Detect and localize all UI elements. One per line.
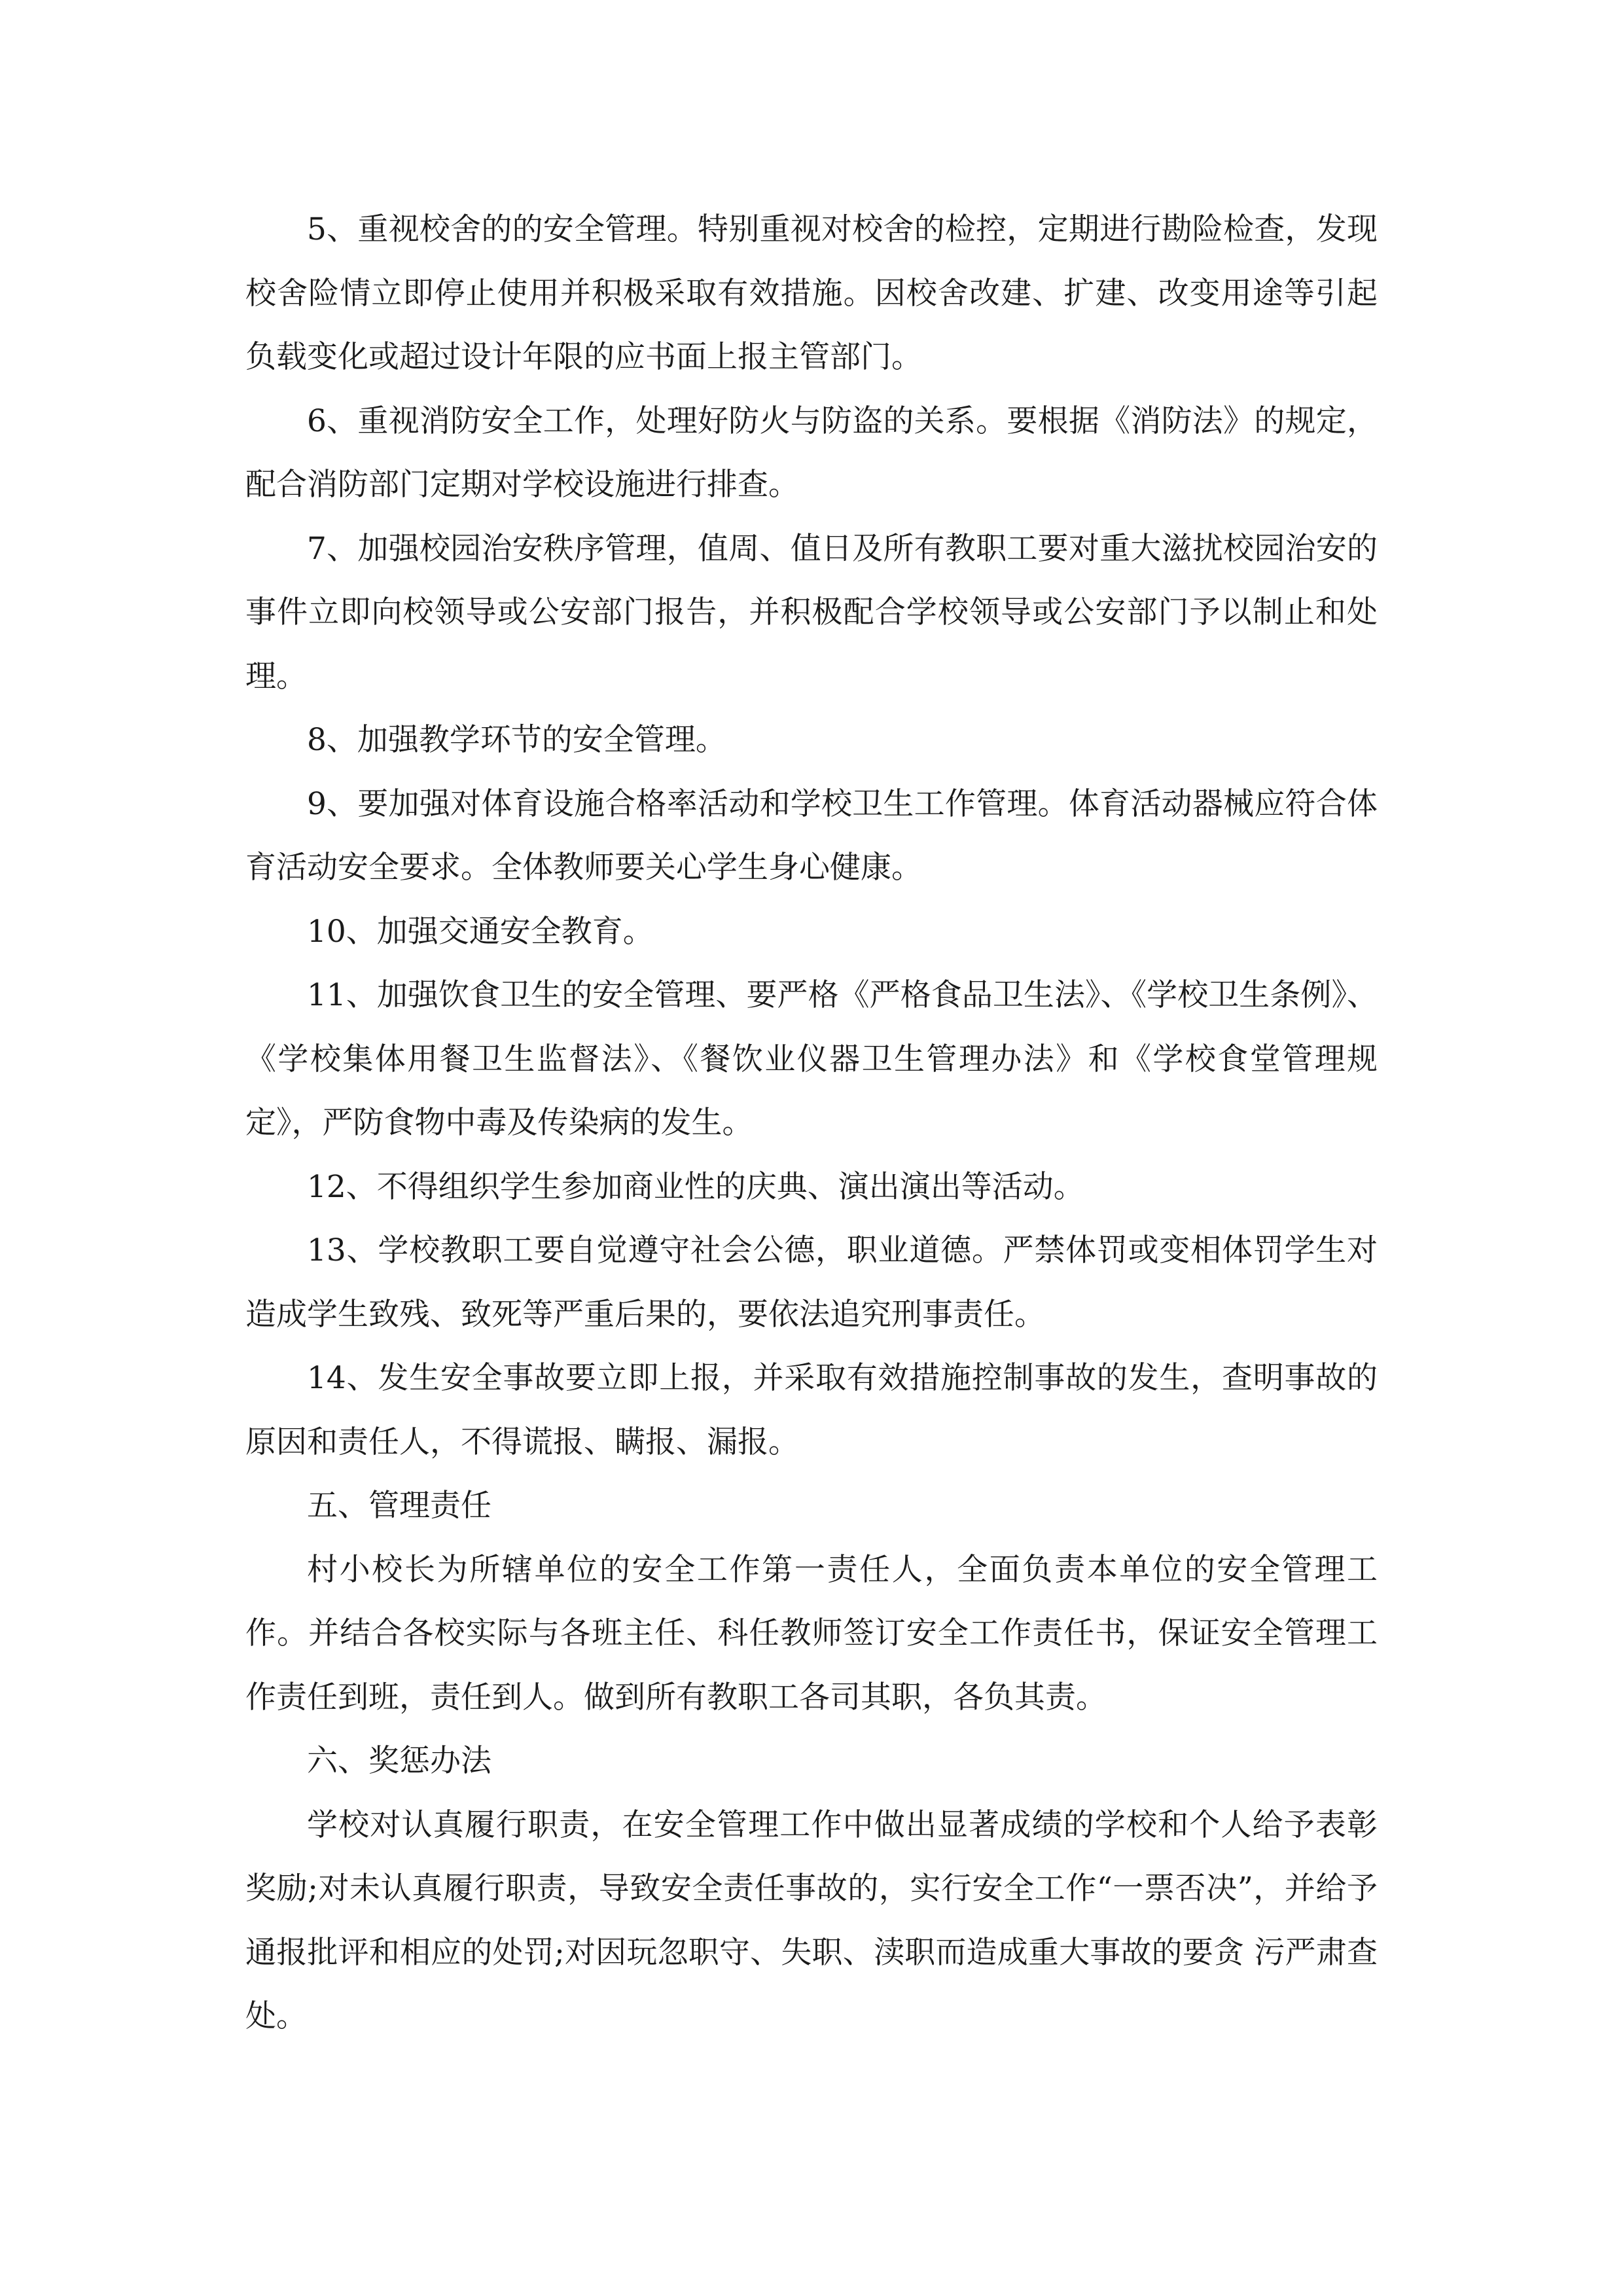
paragraph-item-12: 12、不得组织学生参加商业性的庆典、演出演出等活动。 [307, 1168, 1084, 1205]
paragraph-item-8: 8、加强教学环节的安全管理。 [307, 722, 726, 758]
paragraph-rewards-penalties: 学校对认真履行职责，在安全管理工作中做出显著成绩的学校和个人给予表彰奖励;对未认真履行职责，导致安全责任事故的，实行安全工作“一票否决”，并给予通报批评和相应的处罚;对因玩忽职守、失职、渎职而造成重大事故的要贪 污严肃查处。 [245, 1806, 1378, 2034]
paragraph-item-9: 9、要加强对体育设施合格率活动和学校卫生工作管理。体育活动器械应符合体育活动安全要求。全体教师要关心学生身心健康。 [245, 785, 1378, 886]
paragraph-item-10: 10、加强交通安全教育。 [307, 913, 654, 950]
paragraph-item-14: 14、发生安全事故要立即上报，并采取有效措施控制事故的发生，查明事故的原因和责任人，不得谎报、瞒报、漏报。 [245, 1360, 1378, 1460]
section-heading-rewards-penalties: 六、奖惩办法 [307, 1743, 491, 1779]
paragraph-item-6: 6、重视消防安全工作，处理好防火与防盗的关系。要根据《消防法》的规定，配合消防部门定期对学校设施进行排查。 [245, 403, 1378, 503]
paragraph-item-5: 5、重视校舍的的安全管理。特别重视对校舍的检控，定期进行勘险检查，发现校舍险情立即停止使用并积极采取有效措施。因校舍改建、扩建、改变用途等引起负载变化或超过设计年限的应书面上报主管部门。 [245, 211, 1378, 375]
paragraph-item-7: 7、加强校园治安秩序管理，值周、值日及所有教职工要对重大滋扰校园治安的事件立即向校领导或公安部门报告，并积极配合学校领导或公安部门予以制止和处理。 [245, 530, 1378, 694]
paragraph-item-13: 13、学校教职工要自觉遵守社会公德，职业道德。严禁体罚或变相体罚学生对造成学生致残、致死等严重后果的，要依法追究刑事责任。 [245, 1232, 1378, 1333]
document-body [245, 198, 1378, 2049]
paragraph-item-11: 11、加强饮食卫生的安全管理、要严格《严格食品卫生法》、《学校卫生条例》、《学校集体用餐卫生监督法》、《餐饮业仪器卫生管理办法》和《学校食堂管理规定》，严防食物中毒及传染病的发生。 [245, 977, 1378, 1141]
section-heading-management-responsibility: 五、管理责任 [307, 1488, 491, 1524]
paragraph-management-responsibility: 村小校长为所辖单位的安全工作第一责任人，全面负责本单位的安全管理工作。并结合各校实际与各班主任、科任教师签订安全工作责任书，保证安全管理工作责任到班，责任到人。做到所有教职工各司其职，各负其责。 [245, 1551, 1378, 1715]
